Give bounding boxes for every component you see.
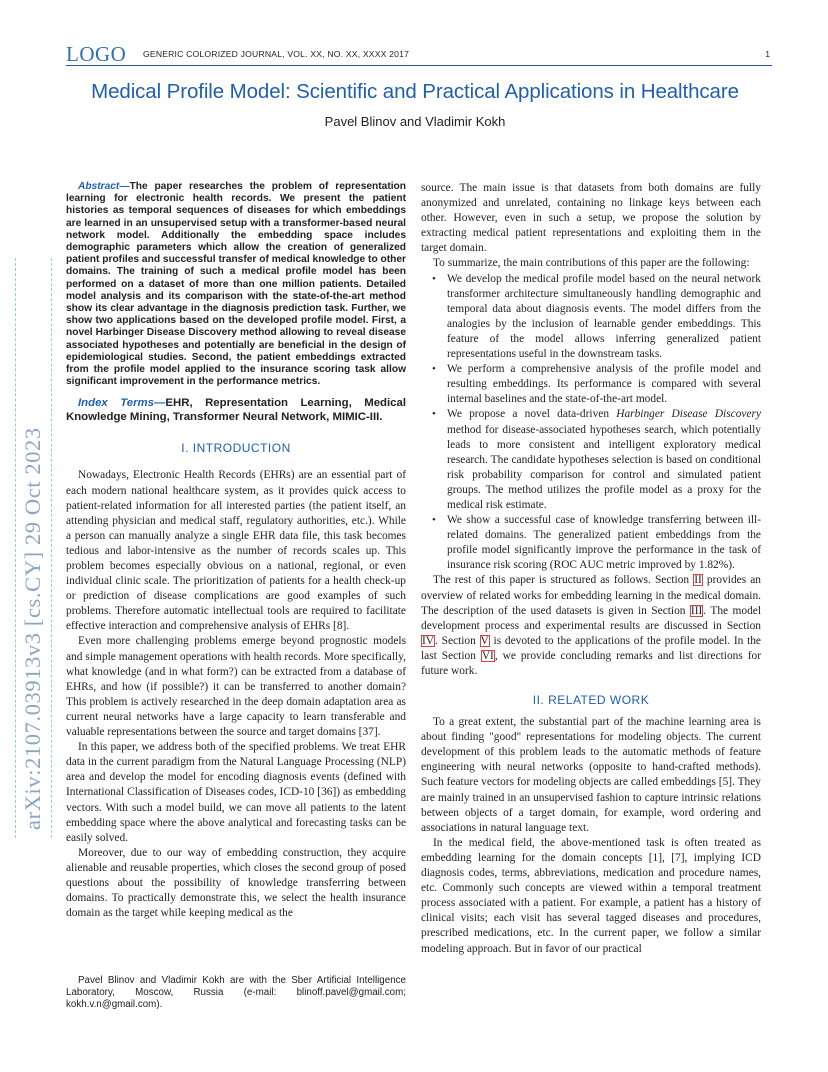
paragraph-text: . The model development process and experimental results are discussed in Section — [421, 604, 761, 632]
page-number: 1 — [765, 49, 770, 59]
paragraph-text: , we provide concluding remarks and list directions for future work. — [421, 649, 761, 677]
contributions-list — [421, 272, 761, 574]
intro-paragraph: Even more challenging problems emerge beyond prognostic models and simple management operations with health records. More specifically, what knowledge (and in what form?) can be extracted from a database of EHRs, and how (if possible?) it can be transferred to another domain? This problem is actively researched in the deep domain adaptation area as current neural networks have a large capacity to learn transferable and valuable representations between the source and target domains [37]. — [66, 635, 406, 739]
author-affiliation-footnote: Pavel Blinov and Vladimir Kokh are with the Sber Artificial Intelligence Laboratory, Moscow, Russia (e-mail: blinoff.pavel@gmail.com; kokh.v.n@gmail.com). — [66, 975, 406, 1011]
intro-paragraph: Nowadays, Electronic Health Records (EHRs) are an essential part of each modern national healthcare system, as it provides quick access to patient-related information for all interested parties (the patient itself, an attending physician and medical staff, regulatory authorities, etc.). While a person can manually analyze a single EHR data file, this task becomes tedious and labor-intensive as the number of records scales up. This problem becomes especially obvious on a national, regional, or even individual clinic scale. The prioritization of patients for a health check-up or prediction of disease complications are good examples of such problems. Therefore automatic intellectual tools are required to facilitate effective interaction and comprehensive analysis of EHRs [8]. — [66, 469, 406, 633]
paragraph-text: . Section — [435, 634, 480, 647]
abstract-label: Abstract— — [78, 181, 130, 192]
list-item: • We perform a comprehensive analysis of the profile model and resulting embeddings. Its performance is compared with several internal baselines and the state-of-the-art model. — [421, 362, 761, 407]
related-work-paragraph: To a great extent, the substantial part of the machine learning area is about finding "good" representations for modeling objects. The current development of this problem leads to the automatic methods of feature engineering with neural networks (opposite to hand-crafted methods). Such feature vectors for modeling objects are called embeddings [5]. They are mainly trained in an unsupervised fashion to capture intrinsic relations between objects of a target domain, for example, word ordering and associations in natural language text. — [421, 716, 761, 834]
left-column — [66, 181, 406, 921]
intro-paragraph: Moreover, due to our way of embedding construction, they acquire alienable and reusable properties, which closes the second group of posed questions about the possibility of knowledge transferring between domains. To practically demonstrate this, we select the health insurance domain as the target while keeping medical as the — [66, 846, 406, 920]
section-link[interactable]: III — [690, 604, 703, 617]
intro-paragraph-continued: source. The main issue is that datasets from both domains are fully anonymized and unrelated, containing no linkage keys between each other. However, even in such a setup, we propose the solution by extracting medical patient representations and exploiting them in the target domain. — [421, 182, 761, 255]
index-terms-label: Index Terms— — [78, 397, 166, 410]
index-terms — [66, 396, 406, 424]
section-heading-introduction: I. INTRODUCTION — [181, 441, 291, 456]
section-link[interactable]: VI — [481, 649, 494, 662]
right-column — [421, 181, 761, 957]
paragraph-text: is devoted to the applications of the profile model. In the last Section — [421, 634, 761, 662]
abstract — [66, 181, 406, 388]
index-terms-text: EHR, Representation Learning, Medical Knowledge Mining, Transformer Neural Network, MIMIC-III. — [66, 397, 406, 424]
section-heading-related-work: II. RELATED WORK — [532, 693, 650, 708]
section-link[interactable]: V — [480, 634, 489, 647]
contributions-intro: To summarize, the main contributions of this paper are the following: — [433, 257, 750, 270]
paragraph-text: The rest of this paper is structured as follows. Section — [433, 574, 694, 587]
abstract-text: The paper researches the problem of representation learning for electronic health records. We present the patient histories as temporal sequences of diseases for which embeddings are learned in an unsupervised setup with a transformer-based neural network model. Additionally the embedding space includes demographic parameters which allow the creation of generalized patient profiles and successful transfer of medical knowledge to other domains. The training of such a medical profile model has been performed on a dataset of more than one million patients. Detailed model analysis and its comparison with the state-of-the-art method show its clear advantage in the diagnosis prediction task. Further, we show two applications based on the developed profile model. First, a novel Harbinger Disease Discovery method allowing to reveal disease associated hypotheses and potentially are beneficial in the design of epidemiological studies. Second, the patient embeddings extracted from the profile model applied to the insurance scoring task allow significant improvement in the performance metrics. — [66, 181, 406, 388]
journal-logo: LOGO — [66, 42, 127, 66]
paragraph-text: provides an overview of related works for embedding learning in the medical domain. The description of the used datasets is given in Section — [421, 574, 761, 617]
journal-name: GENERIC COLORIZED JOURNAL, VOL. XX, NO. XX, XXXX 2017 — [143, 49, 410, 59]
list-item: • We show a successful case of knowledge transferring between ill-related domains. The generalized patient embeddings from the profile model significantly improve the performance in the task of insurance risk scoring (ROC AUC metric improved by 1.82%). — [421, 513, 761, 573]
paper-structure-paragraph — [421, 573, 761, 679]
list-item — [421, 407, 761, 513]
arxiv-identifier-stamp[interactable]: arXiv:2107.03913v3 [cs.CY] 29 Oct 2023 — [20, 427, 45, 830]
running-header — [66, 44, 772, 66]
list-item-text: We propose a novel data-driven — [447, 408, 617, 421]
list-item: • We develop the medical profile model based on the neural network transformer architecture simultaneously handling demographic and temporal data about diagnosis events. The model differs from the analogies by the inclusion of learnable gender embeddings. This feature of the model allows inferring generalized patient representations useful in the downstream tasks. — [421, 272, 761, 363]
paper-authors: Pavel Blinov and Vladimir Kokh — [324, 114, 506, 129]
list-item-text: method for disease-associated hypotheses search, which potentially leads to more consistent and intelligent exploratory medical research. The candidate hypotheses selection is based on conditional risk probability comparison for control and simulated patient groups. The method utilizes the profile model as a proxy for the medical risk estimate. — [447, 423, 761, 511]
arxiv-stamp-border-left — [15, 258, 16, 838]
related-work-paragraph: In the medical field, the above-mentioned task is often treated as embedding learning for the domain concepts [1], [7], implying ICD diagnosis codes, terms, abbreviations, medication and procedure names, etc. Commonly such concepts are viewed within a temporal treatment process associated with a patient. For example, a patient has a history of clinical visits; each visit has several tagged diseases and procedures, prescribed medications, etc. In the current paper, we follow a similar modeling approach. But in favor of our practical — [421, 836, 761, 955]
method-name: Harbinger Disease Discovery — [616, 408, 762, 421]
intro-paragraph: In this paper, we address both of the specified problems. We treat EHR data in the current paradigm from the Natural Language Processing (NLP) area and develop the model for encoding diagnosis events (defined with International Classification of Diseases codes, ICD-10 [36]) as embedding vectors. With such a model build, we can move all patients to the latent embedding space where the above analytical and forecasting tasks can be easily solved. — [66, 741, 406, 844]
section-link[interactable]: IV — [422, 634, 435, 647]
section-link[interactable]: II — [694, 574, 702, 587]
paper-title: Medical Profile Model: Scientific and Practical Applications in Healthcare — [91, 80, 739, 103]
